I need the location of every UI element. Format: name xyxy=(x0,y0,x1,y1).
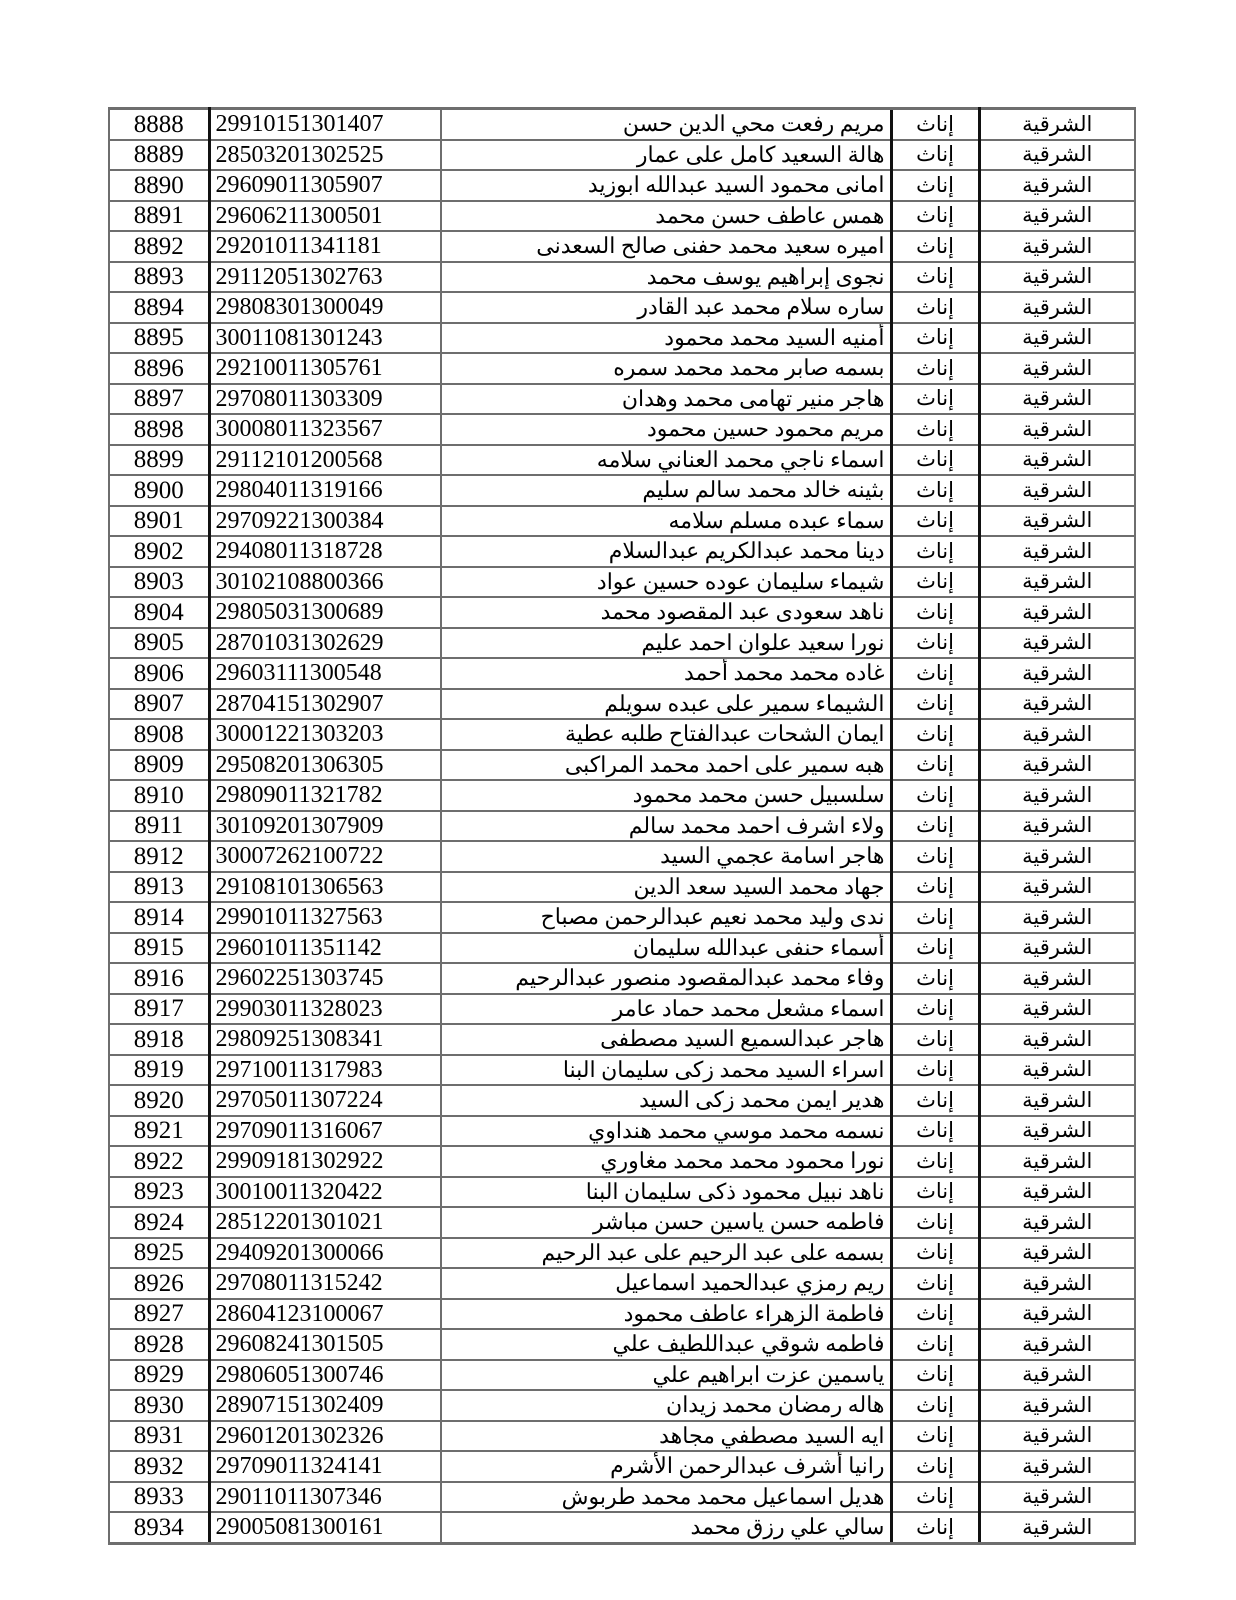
national-id-cell: 29709011324141 xyxy=(209,1451,441,1482)
table-row xyxy=(109,689,1135,720)
gender-cell: إناث xyxy=(891,536,979,567)
gender-cell: إناث xyxy=(891,658,979,689)
national-id-cell: 29108101306563 xyxy=(209,872,441,903)
national-id-cell: 30010011320422 xyxy=(209,1177,441,1208)
table-row xyxy=(109,475,1135,506)
gender-cell: إناث xyxy=(891,201,979,232)
gender-cell: إناث xyxy=(891,1146,979,1177)
roster-table-body xyxy=(109,109,1135,1544)
national-id-cell: 29201011341181 xyxy=(209,231,441,262)
governorate-cell: الشرقية xyxy=(979,1451,1135,1482)
sequence-number-cell: 8910 xyxy=(109,780,209,811)
gender-cell: إناث xyxy=(891,140,979,171)
sequence-number-cell: 8918 xyxy=(109,1024,209,1055)
sequence-number-cell: 8920 xyxy=(109,1085,209,1116)
gender-cell: إناث xyxy=(891,292,979,323)
national-id-cell: 29809251308341 xyxy=(209,1024,441,1055)
full-name-cell: ايه السيد مصطفي مجاهد xyxy=(441,1421,891,1452)
national-id-cell: 28512201301021 xyxy=(209,1207,441,1238)
gender-cell: إناث xyxy=(891,1268,979,1299)
gender-cell: إناث xyxy=(891,1512,979,1543)
table-row xyxy=(109,1085,1135,1116)
sequence-number-cell: 8896 xyxy=(109,353,209,384)
governorate-cell: الشرقية xyxy=(979,384,1135,415)
table-row xyxy=(109,1421,1135,1452)
governorate-cell: الشرقية xyxy=(979,292,1135,323)
national-id-cell: 29508201306305 xyxy=(209,750,441,781)
governorate-cell: الشرقية xyxy=(979,567,1135,598)
sequence-number-cell: 8912 xyxy=(109,841,209,872)
table-row xyxy=(109,1360,1135,1391)
governorate-cell: الشرقية xyxy=(979,994,1135,1025)
national-id-cell: 29710011317983 xyxy=(209,1055,441,1086)
full-name-cell: ايمان الشحات عبدالفتاح طلبه عطية xyxy=(441,719,891,750)
sequence-number-cell: 8894 xyxy=(109,292,209,323)
governorate-cell: الشرقية xyxy=(979,109,1135,140)
national-id-cell: 30007262100722 xyxy=(209,841,441,872)
sequence-number-cell: 8934 xyxy=(109,1512,209,1543)
table-row xyxy=(109,1207,1135,1238)
sequence-number-cell: 8930 xyxy=(109,1390,209,1421)
national-id-cell: 29708011303309 xyxy=(209,384,441,415)
governorate-cell: الشرقية xyxy=(979,750,1135,781)
table-row xyxy=(109,140,1135,171)
national-id-cell: 29608241301505 xyxy=(209,1329,441,1360)
sequence-number-cell: 8913 xyxy=(109,872,209,903)
full-name-cell: ولاء اشرف احمد محمد سالم xyxy=(441,811,891,842)
gender-cell: إناث xyxy=(891,1451,979,1482)
national-id-cell: 29408011318728 xyxy=(209,536,441,567)
national-id-cell: 29809011321782 xyxy=(209,780,441,811)
sequence-number-cell: 8914 xyxy=(109,902,209,933)
national-id-cell: 29601011351142 xyxy=(209,933,441,964)
gender-cell: إناث xyxy=(891,1207,979,1238)
national-id-cell: 28701031302629 xyxy=(209,628,441,659)
gender-cell: إناث xyxy=(891,414,979,445)
sequence-number-cell: 8911 xyxy=(109,811,209,842)
national-id-cell: 29806051300746 xyxy=(209,1360,441,1391)
sequence-number-cell: 8923 xyxy=(109,1177,209,1208)
sequence-number-cell: 8901 xyxy=(109,506,209,537)
table-row xyxy=(109,658,1135,689)
national-id-cell: 28604123100067 xyxy=(209,1299,441,1330)
sequence-number-cell: 8932 xyxy=(109,1451,209,1482)
full-name-cell: هديل اسماعيل محمد محمد طربوش xyxy=(441,1482,891,1513)
national-id-cell: 29609011305907 xyxy=(209,170,441,201)
full-name-cell: هاجر عبدالسميع السيد مصطفى xyxy=(441,1024,891,1055)
sequence-number-cell: 8927 xyxy=(109,1299,209,1330)
national-id-cell: 28907151302409 xyxy=(209,1390,441,1421)
table-row xyxy=(109,567,1135,598)
national-id-cell: 29808301300049 xyxy=(209,292,441,323)
full-name-cell: بسمه على عبد الرحيم على عبد الرحيم xyxy=(441,1238,891,1269)
full-name-cell: هالة السعيد كامل على عمار xyxy=(441,140,891,171)
full-name-cell: ناهد نبيل محمود ذكى سليمان البنا xyxy=(441,1177,891,1208)
governorate-cell: الشرقية xyxy=(979,1299,1135,1330)
full-name-cell: فاطمة الزهراء عاطف محمود xyxy=(441,1299,891,1330)
full-name-cell: اسماء ناجي محمد العناني سلامه xyxy=(441,445,891,476)
table-row xyxy=(109,1055,1135,1086)
governorate-cell: الشرقية xyxy=(979,719,1135,750)
national-id-cell: 30011081301243 xyxy=(209,323,441,354)
sequence-number-cell: 8903 xyxy=(109,567,209,598)
governorate-cell: الشرقية xyxy=(979,1421,1135,1452)
gender-cell: إناث xyxy=(891,384,979,415)
governorate-cell: الشرقية xyxy=(979,445,1135,476)
national-id-cell: 29709221300384 xyxy=(209,506,441,537)
table-row xyxy=(109,262,1135,293)
gender-cell: إناث xyxy=(891,689,979,720)
governorate-cell: الشرقية xyxy=(979,1207,1135,1238)
full-name-cell: مريم محمود حسين محمود xyxy=(441,414,891,445)
governorate-cell: الشرقية xyxy=(979,506,1135,537)
full-name-cell: ياسمين عزت ابراهيم علي xyxy=(441,1360,891,1391)
full-name-cell: أسماء حنفى عبدالله سليمان xyxy=(441,933,891,964)
gender-cell: إناث xyxy=(891,262,979,293)
full-name-cell: جهاد محمد السيد سعد الدين xyxy=(441,872,891,903)
gender-cell: إناث xyxy=(891,963,979,994)
table-row xyxy=(109,1299,1135,1330)
gender-cell: إناث xyxy=(891,719,979,750)
sequence-number-cell: 8926 xyxy=(109,1268,209,1299)
table-row xyxy=(109,1238,1135,1269)
roster-table-container xyxy=(110,107,1136,1545)
governorate-cell: الشرقية xyxy=(979,1116,1135,1147)
governorate-cell: الشرقية xyxy=(979,628,1135,659)
sequence-number-cell: 8902 xyxy=(109,536,209,567)
full-name-cell: ساره سلام محمد عبد القادر xyxy=(441,292,891,323)
gender-cell: إناث xyxy=(891,231,979,262)
table-row xyxy=(109,1390,1135,1421)
table-row xyxy=(109,719,1135,750)
sequence-number-cell: 8899 xyxy=(109,445,209,476)
gender-cell: إناث xyxy=(891,445,979,476)
national-id-cell: 29409201300066 xyxy=(209,1238,441,1269)
table-row xyxy=(109,231,1135,262)
sequence-number-cell: 8893 xyxy=(109,262,209,293)
governorate-cell: الشرقية xyxy=(979,231,1135,262)
governorate-cell: الشرقية xyxy=(979,414,1135,445)
full-name-cell: همس عاطف حسن محمد xyxy=(441,201,891,232)
table-row xyxy=(109,963,1135,994)
sequence-number-cell: 8915 xyxy=(109,933,209,964)
governorate-cell: الشرقية xyxy=(979,1024,1135,1055)
gender-cell: إناث xyxy=(891,1421,979,1452)
full-name-cell: ناهد سعودى عبد المقصود محمد xyxy=(441,597,891,628)
governorate-cell: الشرقية xyxy=(979,1146,1135,1177)
sequence-number-cell: 8907 xyxy=(109,689,209,720)
governorate-cell: الشرقية xyxy=(979,689,1135,720)
sequence-number-cell: 8919 xyxy=(109,1055,209,1086)
gender-cell: إناث xyxy=(891,1482,979,1513)
table-row xyxy=(109,1482,1135,1513)
governorate-cell: الشرقية xyxy=(979,841,1135,872)
table-row xyxy=(109,1329,1135,1360)
table-row xyxy=(109,628,1135,659)
national-id-cell: 29705011307224 xyxy=(209,1085,441,1116)
national-id-cell: 30109201307909 xyxy=(209,811,441,842)
full-name-cell: اميره سعيد محمد حفنى صالح السعدنى xyxy=(441,231,891,262)
full-name-cell: غاده محمد محمد أحمد xyxy=(441,658,891,689)
full-name-cell: رانيا أشرف عبدالرحمن الأشرم xyxy=(441,1451,891,1482)
national-id-cell: 29603111300548 xyxy=(209,658,441,689)
governorate-cell: الشرقية xyxy=(979,170,1135,201)
national-id-cell: 29601201302326 xyxy=(209,1421,441,1452)
sequence-number-cell: 8928 xyxy=(109,1329,209,1360)
full-name-cell: فاطمه حسن ياسين حسن مباشر xyxy=(441,1207,891,1238)
table-row xyxy=(109,597,1135,628)
governorate-cell: الشرقية xyxy=(979,1268,1135,1299)
table-row xyxy=(109,1116,1135,1147)
sequence-number-cell: 8895 xyxy=(109,323,209,354)
table-row xyxy=(109,1146,1135,1177)
sequence-number-cell: 8905 xyxy=(109,628,209,659)
national-id-cell: 29805031300689 xyxy=(209,597,441,628)
table-row xyxy=(109,536,1135,567)
gender-cell: إناث xyxy=(891,597,979,628)
table-row xyxy=(109,1177,1135,1208)
sequence-number-cell: 8888 xyxy=(109,109,209,140)
full-name-cell: هاله رمضان محمد زيدان xyxy=(441,1390,891,1421)
sequence-number-cell: 8906 xyxy=(109,658,209,689)
gender-cell: إناث xyxy=(891,933,979,964)
table-row xyxy=(109,750,1135,781)
national-id-cell: 29112101200568 xyxy=(209,445,441,476)
table-row xyxy=(109,384,1135,415)
national-id-cell: 29910151301407 xyxy=(209,109,441,140)
gender-cell: إناث xyxy=(891,1238,979,1269)
table-row xyxy=(109,414,1135,445)
full-name-cell: شيماء سليمان عوده حسين عواد xyxy=(441,567,891,598)
governorate-cell: الشرقية xyxy=(979,536,1135,567)
gender-cell: إناث xyxy=(891,902,979,933)
table-row xyxy=(109,933,1135,964)
full-name-cell: سماء عبده مسلم سلامه xyxy=(441,506,891,537)
gender-cell: إناث xyxy=(891,567,979,598)
full-name-cell: هاجر اسامة عجمي السيد xyxy=(441,841,891,872)
full-name-cell: فاطمه شوقي عبداللطيف علي xyxy=(441,1329,891,1360)
table-row xyxy=(109,902,1135,933)
governorate-cell: الشرقية xyxy=(979,1085,1135,1116)
sequence-number-cell: 8921 xyxy=(109,1116,209,1147)
national-id-cell: 30008011323567 xyxy=(209,414,441,445)
governorate-cell: الشرقية xyxy=(979,140,1135,171)
gender-cell: إناث xyxy=(891,109,979,140)
table-row xyxy=(109,994,1135,1025)
full-name-cell: ندى وليد محمد نعيم عبدالرحمن مصباح xyxy=(441,902,891,933)
table-row xyxy=(109,506,1135,537)
table-row xyxy=(109,1451,1135,1482)
gender-cell: إناث xyxy=(891,506,979,537)
governorate-cell: الشرقية xyxy=(979,1238,1135,1269)
full-name-cell: بثينه خالد محمد سالم سليم xyxy=(441,475,891,506)
gender-cell: إناث xyxy=(891,750,979,781)
full-name-cell: دينا محمد عبدالكريم عبدالسلام xyxy=(441,536,891,567)
sequence-number-cell: 8898 xyxy=(109,414,209,445)
governorate-cell: الشرقية xyxy=(979,353,1135,384)
national-id-cell: 28503201302525 xyxy=(209,140,441,171)
national-id-cell: 29709011316067 xyxy=(209,1116,441,1147)
governorate-cell: الشرقية xyxy=(979,933,1135,964)
sequence-number-cell: 8900 xyxy=(109,475,209,506)
table-row xyxy=(109,841,1135,872)
governorate-cell: الشرقية xyxy=(979,1055,1135,1086)
sequence-number-cell: 8917 xyxy=(109,994,209,1025)
national-id-cell: 30102108800366 xyxy=(209,567,441,598)
table-row xyxy=(109,1512,1135,1543)
full-name-cell: وفاء محمد عبدالمقصود منصور عبدالرحيم xyxy=(441,963,891,994)
roster-table xyxy=(108,107,1136,1545)
governorate-cell: الشرقية xyxy=(979,658,1135,689)
governorate-cell: الشرقية xyxy=(979,811,1135,842)
gender-cell: إناث xyxy=(891,323,979,354)
sequence-number-cell: 8889 xyxy=(109,140,209,171)
full-name-cell: ريم رمزي عبدالحميد اسماعيل xyxy=(441,1268,891,1299)
full-name-cell: اسماء مشعل محمد حماد عامر xyxy=(441,994,891,1025)
sequence-number-cell: 8933 xyxy=(109,1482,209,1513)
national-id-cell: 29901011327563 xyxy=(209,902,441,933)
governorate-cell: الشرقية xyxy=(979,262,1135,293)
sequence-number-cell: 8908 xyxy=(109,719,209,750)
table-row xyxy=(109,109,1135,140)
sequence-number-cell: 8916 xyxy=(109,963,209,994)
national-id-cell: 30001221303203 xyxy=(209,719,441,750)
full-name-cell: هدير ايمن محمد زكى السيد xyxy=(441,1085,891,1116)
full-name-cell: هبه سمير على احمد محمد المراكبى xyxy=(441,750,891,781)
governorate-cell: الشرقية xyxy=(979,963,1135,994)
gender-cell: إناث xyxy=(891,1390,979,1421)
sequence-number-cell: 8909 xyxy=(109,750,209,781)
sequence-number-cell: 8890 xyxy=(109,170,209,201)
gender-cell: إناث xyxy=(891,1177,979,1208)
governorate-cell: الشرقية xyxy=(979,1360,1135,1391)
governorate-cell: الشرقية xyxy=(979,780,1135,811)
full-name-cell: امانى محمود السيد عبدالله ابوزيد xyxy=(441,170,891,201)
table-row xyxy=(109,292,1135,323)
full-name-cell: سالي علي رزق محمد xyxy=(441,1512,891,1543)
governorate-cell: الشرقية xyxy=(979,872,1135,903)
full-name-cell: نورا سعيد علوان احمد عليم xyxy=(441,628,891,659)
national-id-cell: 28704151302907 xyxy=(209,689,441,720)
table-row xyxy=(109,323,1135,354)
full-name-cell: اسراء السيد محمد زكى سليمان البنا xyxy=(441,1055,891,1086)
table-row xyxy=(109,170,1135,201)
table-row xyxy=(109,1268,1135,1299)
sequence-number-cell: 8929 xyxy=(109,1360,209,1391)
full-name-cell: الشيماء سمير على عبده سويلم xyxy=(441,689,891,720)
gender-cell: إناث xyxy=(891,1360,979,1391)
full-name-cell: مريم رفعت محي الدين حسن xyxy=(441,109,891,140)
gender-cell: إناث xyxy=(891,841,979,872)
governorate-cell: الشرقية xyxy=(979,1329,1135,1360)
national-id-cell: 29602251303745 xyxy=(209,963,441,994)
sequence-number-cell: 8925 xyxy=(109,1238,209,1269)
sequence-number-cell: 8924 xyxy=(109,1207,209,1238)
gender-cell: إناث xyxy=(891,872,979,903)
governorate-cell: الشرقية xyxy=(979,475,1135,506)
table-row xyxy=(109,353,1135,384)
full-name-cell: بسمه صابر محمد محمد سمره xyxy=(441,353,891,384)
national-id-cell: 29909181302922 xyxy=(209,1146,441,1177)
governorate-cell: الشرقية xyxy=(979,1177,1135,1208)
table-row xyxy=(109,1024,1135,1055)
gender-cell: إناث xyxy=(891,1299,979,1330)
table-row xyxy=(109,872,1135,903)
governorate-cell: الشرقية xyxy=(979,323,1135,354)
sequence-number-cell: 8892 xyxy=(109,231,209,262)
governorate-cell: الشرقية xyxy=(979,1390,1135,1421)
gender-cell: إناث xyxy=(891,1329,979,1360)
full-name-cell: هاجر منير تهامى محمد وهدان xyxy=(441,384,891,415)
national-id-cell: 29708011315242 xyxy=(209,1268,441,1299)
gender-cell: إناث xyxy=(891,1024,979,1055)
table-row xyxy=(109,445,1135,476)
governorate-cell: الشرقية xyxy=(979,1512,1135,1543)
national-id-cell: 29112051302763 xyxy=(209,262,441,293)
gender-cell: إناث xyxy=(891,628,979,659)
full-name-cell: نسمه محمد موسي محمد هنداوي xyxy=(441,1116,891,1147)
national-id-cell: 29011011307346 xyxy=(209,1482,441,1513)
governorate-cell: الشرقية xyxy=(979,902,1135,933)
gender-cell: إناث xyxy=(891,811,979,842)
national-id-cell: 29005081300161 xyxy=(209,1512,441,1543)
national-id-cell: 29804011319166 xyxy=(209,475,441,506)
gender-cell: إناث xyxy=(891,170,979,201)
table-row xyxy=(109,201,1135,232)
national-id-cell: 29210011305761 xyxy=(209,353,441,384)
full-name-cell: نجوى إبراهيم يوسف محمد xyxy=(441,262,891,293)
table-row xyxy=(109,811,1135,842)
sequence-number-cell: 8904 xyxy=(109,597,209,628)
gender-cell: إناث xyxy=(891,1085,979,1116)
governorate-cell: الشرقية xyxy=(979,201,1135,232)
full-name-cell: نورا محمود محمد محمد مغاوري xyxy=(441,1146,891,1177)
full-name-cell: سلسبيل حسن محمد محمود xyxy=(441,780,891,811)
governorate-cell: الشرقية xyxy=(979,1482,1135,1513)
governorate-cell: الشرقية xyxy=(979,597,1135,628)
sequence-number-cell: 8922 xyxy=(109,1146,209,1177)
table-row xyxy=(109,780,1135,811)
gender-cell: إناث xyxy=(891,1116,979,1147)
gender-cell: إناث xyxy=(891,994,979,1025)
national-id-cell: 29903011328023 xyxy=(209,994,441,1025)
full-name-cell: أمنيه السيد محمد محمود xyxy=(441,323,891,354)
national-id-cell: 29606211300501 xyxy=(209,201,441,232)
sequence-number-cell: 8931 xyxy=(109,1421,209,1452)
sequence-number-cell: 8891 xyxy=(109,201,209,232)
gender-cell: إناث xyxy=(891,475,979,506)
gender-cell: إناث xyxy=(891,353,979,384)
gender-cell: إناث xyxy=(891,1055,979,1086)
gender-cell: إناث xyxy=(891,780,979,811)
sequence-number-cell: 8897 xyxy=(109,384,209,415)
